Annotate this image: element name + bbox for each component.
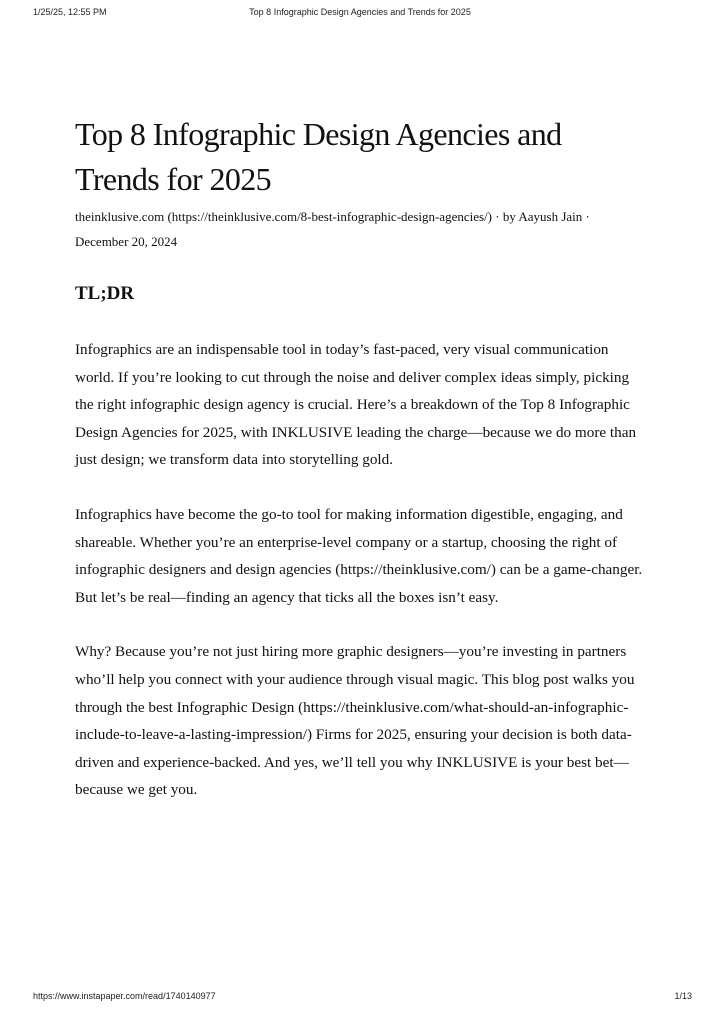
byline-separator: · by [492, 209, 519, 224]
article [75, 112, 645, 804]
print-footer [0, 991, 720, 1007]
page-indicator: 1/13 [674, 991, 692, 1001]
print-header [0, 7, 720, 23]
section-heading: TL;DR [75, 283, 135, 304]
byline-source[interactable]: theinklusive.com [75, 209, 165, 224]
paragraph: Infographics are an indispensable tool in today’s fast-paced, very visual communication world. If you’re looking to cut through the noise and deliver complex ideas simply, picking the right infographic design agency is crucial. Here’s a breakdown of the Top 8 Infographic Design Agencies for 2025, with INKLUSIVE leading the charge—because we do more than just design; we transform data into storytelling gold. [75, 341, 637, 469]
byline [75, 204, 645, 254]
print-url: https://www.instapaper.com/read/1740140977 [33, 991, 216, 1001]
byline-date: December 20, 2024 [75, 234, 178, 249]
byline-separator: · [582, 209, 590, 224]
paragraph: Infographics have become the go-to tool for making information digestible, engaging, and shareable. Whether you’re an enterprise-level company or a startup, choosing the right of infographic designers and design agencies (https://theinklusive.com/) can be a game-changer. But let’s be real—finding an agency that ticks all the boxes isn’t easy. [75, 505, 643, 606]
article-title: Top 8 Infographic Design Agencies and Trends for 2025 [75, 116, 562, 197]
byline-author: Aayush Jain [518, 209, 583, 224]
paragraph: Why? Because you’re not just hiring more graphic designers—you’re investing in partners who’ll help you connect with your audience through visual magic. This blog post walks you through the best Infographic Design (https://theinklusive.com/what-should-an-infographic-include-to-leave-a-lasting-impression/) Firms for 2025, ensuring your decision is both data-driven and experience-backed. And yes, we’ll tell you why INKLUSIVE is your best bet—because we get you. [75, 643, 635, 799]
print-datetime: 1/25/25, 12:55 PM [33, 7, 107, 17]
byline-source-url[interactable]: (https://theinklusive.com/8-best-infographic-design-agencies/) [167, 209, 492, 224]
print-page-title: Top 8 Infographic Design Agencies and Trends for 2025 [249, 7, 471, 17]
